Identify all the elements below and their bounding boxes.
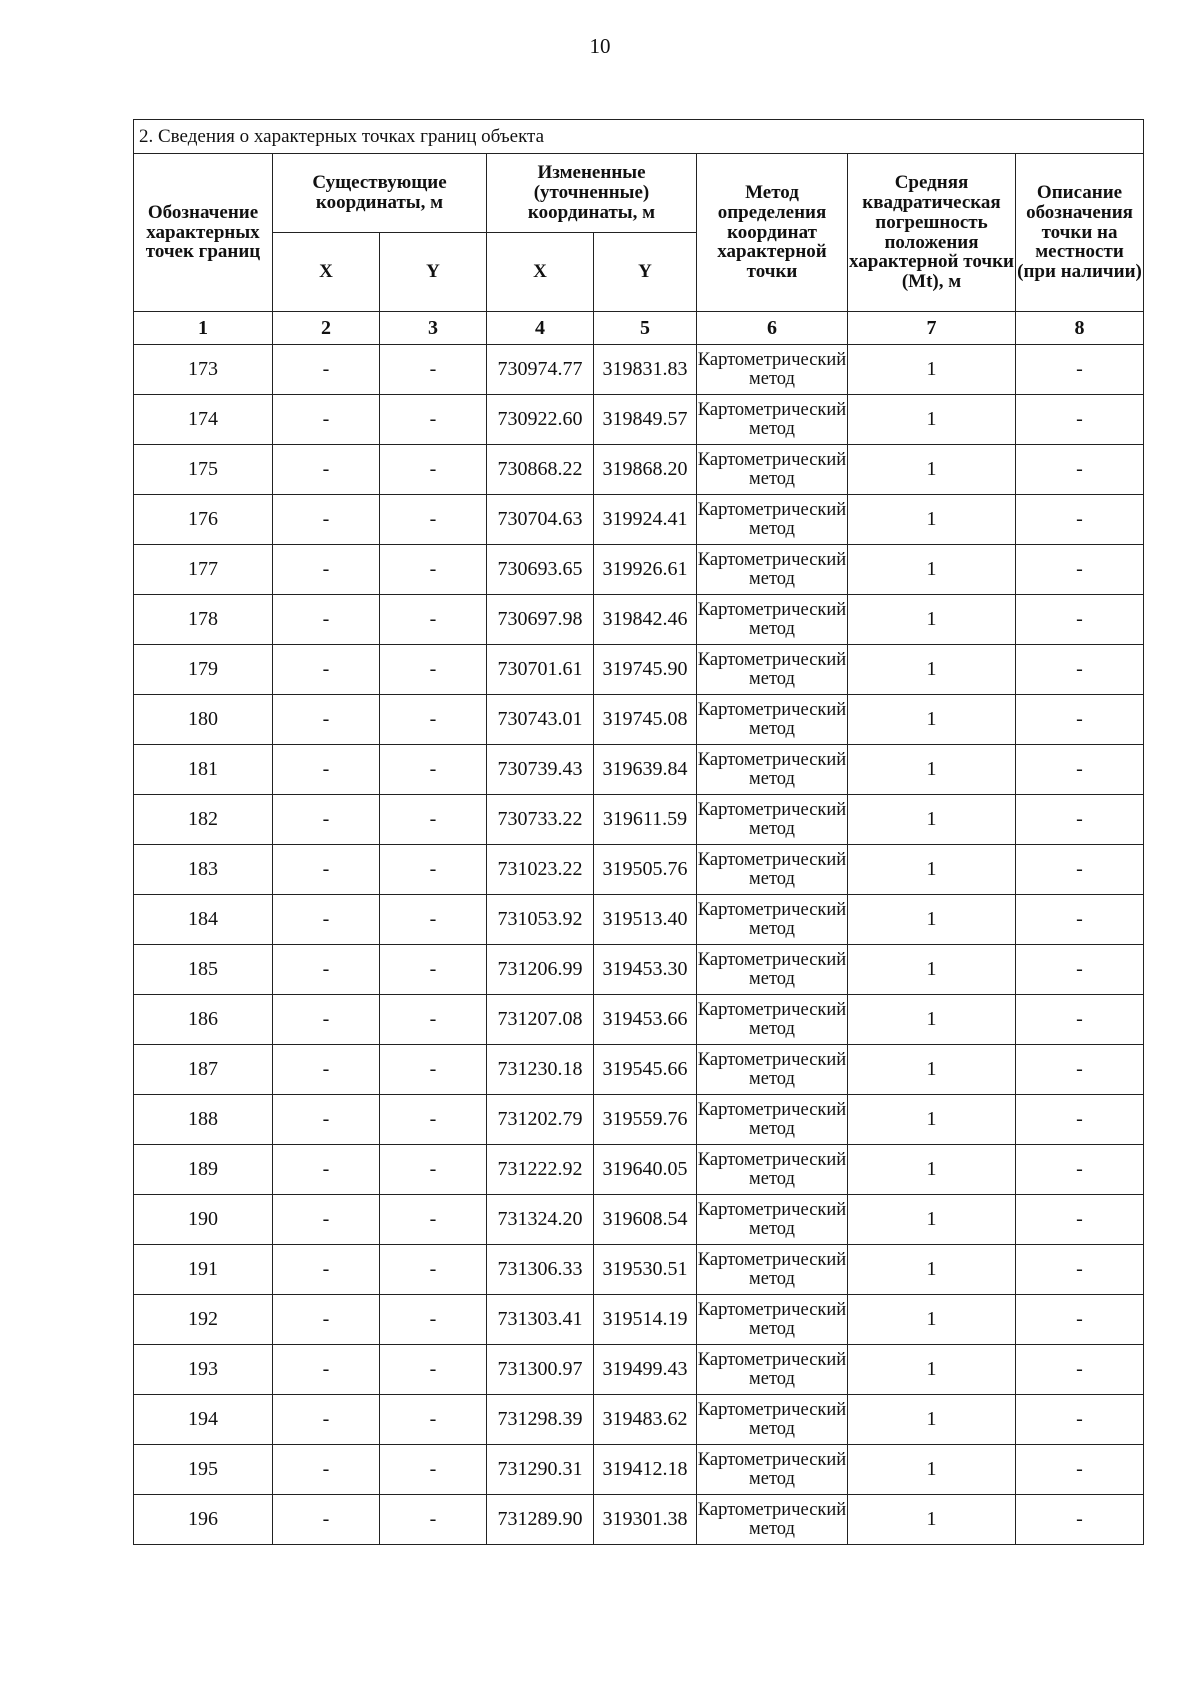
header-changed-y: Y (594, 233, 697, 312)
cell-changed-x: 730974.77 (487, 345, 594, 395)
table-row (134, 1495, 1144, 1545)
cell-existing-y: - (380, 595, 487, 645)
cell-changed-y: 319453.30 (594, 945, 697, 995)
cell-point: 189 (134, 1145, 273, 1195)
cell-point: 178 (134, 595, 273, 645)
table-row (134, 1195, 1144, 1245)
cell-method: Картометрический метод (697, 1445, 848, 1495)
page-number: 10 (589, 34, 611, 58)
cell-error: 1 (848, 995, 1016, 1045)
boundary-points-table (133, 119, 1144, 1545)
table-row (134, 345, 1144, 395)
cell-changed-y: 319514.19 (594, 1295, 697, 1345)
table-row (134, 1295, 1144, 1345)
cell-changed-x: 731206.99 (487, 945, 594, 995)
cell-changed-x: 730697.98 (487, 595, 594, 645)
table-row (134, 1395, 1144, 1445)
cell-method: Картометрический метод (697, 1095, 848, 1145)
cell-existing-x: - (273, 1095, 380, 1145)
cell-changed-y: 319611.59 (594, 795, 697, 845)
cell-description: - (1016, 895, 1144, 945)
column-number: 6 (697, 312, 848, 345)
cell-existing-x: - (273, 495, 380, 545)
cell-existing-y: - (380, 795, 487, 845)
cell-description: - (1016, 1245, 1144, 1295)
cell-error: 1 (848, 1345, 1016, 1395)
cell-changed-y: 319640.05 (594, 1145, 697, 1195)
header-existing-x: X (273, 233, 380, 312)
cell-changed-y: 319849.57 (594, 395, 697, 445)
cell-existing-x: - (273, 1145, 380, 1195)
cell-description: - (1016, 445, 1144, 495)
column-number: 8 (1016, 312, 1144, 345)
cell-error: 1 (848, 1495, 1016, 1545)
cell-method: Картометрический метод (697, 345, 848, 395)
cell-changed-y: 319530.51 (594, 1245, 697, 1295)
cell-changed-x: 731290.31 (487, 1445, 594, 1495)
table-row (134, 1245, 1144, 1295)
table-row (134, 795, 1144, 845)
cell-method: Картометрический метод (697, 1045, 848, 1095)
cell-description: - (1016, 645, 1144, 695)
table-row (134, 495, 1144, 545)
table-row (134, 695, 1144, 745)
cell-existing-x: - (273, 1345, 380, 1395)
cell-changed-x: 731324.20 (487, 1195, 594, 1245)
cell-changed-y: 319505.76 (594, 845, 697, 895)
cell-existing-y: - (380, 1145, 487, 1195)
cell-existing-y: - (380, 1045, 487, 1095)
cell-description: - (1016, 1145, 1144, 1195)
cell-existing-x: - (273, 795, 380, 845)
table-row (134, 1045, 1144, 1095)
table-row (134, 845, 1144, 895)
cell-method: Картометрический метод (697, 395, 848, 445)
cell-existing-y: - (380, 445, 487, 495)
cell-changed-x: 731300.97 (487, 1345, 594, 1395)
header-changed-coordinates: Измененные (уточненные) координаты, м (487, 154, 697, 233)
cell-changed-y: 319831.83 (594, 345, 697, 395)
table-row (134, 595, 1144, 645)
cell-existing-y: - (380, 1245, 487, 1295)
table-row (134, 945, 1144, 995)
cell-method: Картометрический метод (697, 1395, 848, 1445)
cell-existing-x: - (273, 1045, 380, 1095)
cell-description: - (1016, 1295, 1144, 1345)
cell-changed-x: 731303.41 (487, 1295, 594, 1345)
cell-description: - (1016, 545, 1144, 595)
cell-error: 1 (848, 745, 1016, 795)
cell-point: 181 (134, 745, 273, 795)
cell-description: - (1016, 395, 1144, 445)
cell-existing-x: - (273, 745, 380, 795)
cell-point: 183 (134, 845, 273, 895)
cell-existing-y: - (380, 1445, 487, 1495)
table-row (134, 445, 1144, 495)
header-changed-x: X (487, 233, 594, 312)
cell-point: 192 (134, 1295, 273, 1345)
cell-error: 1 (848, 1295, 1016, 1345)
cell-existing-x: - (273, 345, 380, 395)
cell-changed-y: 319513.40 (594, 895, 697, 945)
cell-existing-y: - (380, 1495, 487, 1545)
cell-changed-x: 731298.39 (487, 1395, 594, 1445)
cell-changed-x: 730739.43 (487, 745, 594, 795)
cell-method: Картометрический метод (697, 1495, 848, 1545)
cell-point: 173 (134, 345, 273, 395)
cell-method: Картометрический метод (697, 745, 848, 795)
cell-method: Картометрический метод (697, 1345, 848, 1395)
table-row (134, 645, 1144, 695)
cell-changed-y: 319412.18 (594, 1445, 697, 1495)
column-number: 2 (273, 312, 380, 345)
cell-existing-x: - (273, 895, 380, 945)
table-row (134, 1095, 1144, 1145)
cell-method: Картометрический метод (697, 445, 848, 495)
cell-changed-y: 319301.38 (594, 1495, 697, 1545)
table-row (134, 545, 1144, 595)
cell-existing-y: - (380, 545, 487, 595)
cell-existing-y: - (380, 1095, 487, 1145)
cell-existing-y: - (380, 1345, 487, 1395)
cell-description: - (1016, 1395, 1144, 1445)
cell-existing-x: - (273, 645, 380, 695)
table-row (134, 1345, 1144, 1395)
cell-error: 1 (848, 1145, 1016, 1195)
cell-existing-x: - (273, 845, 380, 895)
cell-description: - (1016, 1495, 1144, 1545)
cell-error: 1 (848, 1095, 1016, 1145)
cell-existing-x: - (273, 545, 380, 595)
column-number: 4 (487, 312, 594, 345)
cell-point: 176 (134, 495, 273, 545)
cell-changed-x: 730701.61 (487, 645, 594, 695)
column-number: 1 (134, 312, 273, 345)
cell-method: Картометрический метод (697, 495, 848, 545)
cell-method: Картометрический метод (697, 1195, 848, 1245)
cell-error: 1 (848, 1395, 1016, 1445)
column-number: 7 (848, 312, 1016, 345)
cell-existing-x: - (273, 1295, 380, 1345)
cell-error: 1 (848, 445, 1016, 495)
cell-error: 1 (848, 545, 1016, 595)
cell-description: - (1016, 345, 1144, 395)
cell-existing-y: - (380, 995, 487, 1045)
table-row (134, 1445, 1144, 1495)
cell-existing-x: - (273, 1495, 380, 1545)
cell-error: 1 (848, 895, 1016, 945)
table-row (134, 895, 1144, 945)
cell-changed-y: 319745.08 (594, 695, 697, 745)
column-number: 5 (594, 312, 697, 345)
cell-description: - (1016, 595, 1144, 645)
cell-error: 1 (848, 795, 1016, 845)
cell-point: 179 (134, 645, 273, 695)
cell-changed-x: 731207.08 (487, 995, 594, 1045)
cell-changed-y: 319745.90 (594, 645, 697, 695)
cell-description: - (1016, 495, 1144, 545)
cell-existing-y: - (380, 1395, 487, 1445)
cell-description: - (1016, 1095, 1144, 1145)
cell-changed-x: 730922.60 (487, 395, 594, 445)
cell-existing-x: - (273, 395, 380, 445)
cell-existing-x: - (273, 945, 380, 995)
cell-point: 195 (134, 1445, 273, 1495)
cell-method: Картометрический метод (697, 995, 848, 1045)
cell-point: 182 (134, 795, 273, 845)
cell-existing-y: - (380, 945, 487, 995)
cell-method: Картометрический метод (697, 895, 848, 945)
cell-point: 184 (134, 895, 273, 945)
cell-method: Картометрический метод (697, 595, 848, 645)
column-number: 3 (380, 312, 487, 345)
header-description: Описание обозначения точки на местности (при наличии) (1016, 154, 1144, 312)
cell-method: Картометрический метод (697, 1145, 848, 1195)
header-designation: Обозначение характерных точек границ (134, 154, 273, 312)
header-method: Метод определения координат характерной точки (697, 154, 848, 312)
cell-existing-x: - (273, 445, 380, 495)
cell-changed-x: 731289.90 (487, 1495, 594, 1545)
cell-changed-x: 730693.65 (487, 545, 594, 595)
cell-changed-x: 731053.92 (487, 895, 594, 945)
cell-changed-y: 319545.66 (594, 1045, 697, 1095)
cell-method: Картометрический метод (697, 1245, 848, 1295)
cell-point: 185 (134, 945, 273, 995)
cell-existing-y: - (380, 345, 487, 395)
cell-changed-x: 731306.33 (487, 1245, 594, 1295)
cell-changed-x: 731230.18 (487, 1045, 594, 1095)
cell-changed-y: 319608.54 (594, 1195, 697, 1245)
cell-description: - (1016, 1445, 1144, 1495)
cell-changed-x: 731222.92 (487, 1145, 594, 1195)
cell-description: - (1016, 1195, 1144, 1245)
cell-error: 1 (848, 345, 1016, 395)
cell-point: 177 (134, 545, 273, 595)
cell-existing-y: - (380, 695, 487, 745)
cell-description: - (1016, 845, 1144, 895)
cell-point: 174 (134, 395, 273, 445)
cell-changed-y: 319639.84 (594, 745, 697, 795)
cell-error: 1 (848, 645, 1016, 695)
cell-existing-y: - (380, 645, 487, 695)
cell-existing-x: - (273, 1395, 380, 1445)
cell-existing-x: - (273, 1445, 380, 1495)
section-title: 2. Сведения о характерных точках границ объекта (134, 120, 1144, 154)
cell-changed-x: 730704.63 (487, 495, 594, 545)
cell-point: 190 (134, 1195, 273, 1245)
cell-description: - (1016, 1345, 1144, 1395)
cell-description: - (1016, 745, 1144, 795)
cell-method: Картометрический метод (697, 945, 848, 995)
cell-error: 1 (848, 695, 1016, 745)
cell-existing-x: - (273, 1195, 380, 1245)
cell-changed-x: 730733.22 (487, 795, 594, 845)
cell-existing-y: - (380, 845, 487, 895)
cell-existing-y: - (380, 895, 487, 945)
cell-changed-y: 319483.62 (594, 1395, 697, 1445)
cell-error: 1 (848, 1195, 1016, 1245)
cell-method: Картометрический метод (697, 795, 848, 845)
cell-existing-x: - (273, 995, 380, 1045)
cell-error: 1 (848, 595, 1016, 645)
cell-error: 1 (848, 1045, 1016, 1095)
cell-point: 194 (134, 1395, 273, 1445)
cell-point: 191 (134, 1245, 273, 1295)
cell-existing-y: - (380, 495, 487, 545)
column-number-row (134, 312, 1144, 345)
cell-description: - (1016, 1045, 1144, 1095)
cell-existing-y: - (380, 1295, 487, 1345)
cell-error: 1 (848, 395, 1016, 445)
cell-changed-x: 730743.01 (487, 695, 594, 745)
cell-error: 1 (848, 845, 1016, 895)
cell-method: Картометрический метод (697, 695, 848, 745)
cell-error: 1 (848, 1445, 1016, 1495)
cell-existing-x: - (273, 695, 380, 745)
cell-existing-x: - (273, 1245, 380, 1295)
cell-existing-y: - (380, 745, 487, 795)
table-body (134, 345, 1144, 1545)
cell-method: Картометрический метод (697, 645, 848, 695)
cell-existing-y: - (380, 1195, 487, 1245)
cell-point: 188 (134, 1095, 273, 1145)
cell-changed-y: 319868.20 (594, 445, 697, 495)
header-existing-coordinates: Существующие координаты, м (273, 154, 487, 233)
table-row (134, 745, 1144, 795)
cell-point: 193 (134, 1345, 273, 1395)
cell-point: 196 (134, 1495, 273, 1545)
cell-description: - (1016, 795, 1144, 845)
cell-description: - (1016, 995, 1144, 1045)
header-existing-y: Y (380, 233, 487, 312)
cell-changed-y: 319453.66 (594, 995, 697, 1045)
cell-existing-y: - (380, 395, 487, 445)
cell-changed-y: 319926.61 (594, 545, 697, 595)
cell-point: 180 (134, 695, 273, 745)
cell-method: Картометрический метод (697, 1295, 848, 1345)
cell-point: 186 (134, 995, 273, 1045)
cell-existing-x: - (273, 595, 380, 645)
cell-point: 175 (134, 445, 273, 495)
table-row (134, 395, 1144, 445)
table-row (134, 1145, 1144, 1195)
cell-error: 1 (848, 945, 1016, 995)
cell-method: Картометрический метод (697, 545, 848, 595)
cell-changed-y: 319842.46 (594, 595, 697, 645)
cell-changed-y: 319499.43 (594, 1345, 697, 1395)
cell-method: Картометрический метод (697, 845, 848, 895)
cell-changed-x: 731202.79 (487, 1095, 594, 1145)
table-row (134, 995, 1144, 1045)
cell-changed-y: 319559.76 (594, 1095, 697, 1145)
cell-changed-y: 319924.41 (594, 495, 697, 545)
cell-description: - (1016, 945, 1144, 995)
cell-point: 187 (134, 1045, 273, 1095)
cell-changed-x: 730868.22 (487, 445, 594, 495)
cell-error: 1 (848, 1245, 1016, 1295)
cell-description: - (1016, 695, 1144, 745)
header-error: Средняя квадратическая погрешность положения характерной точки (Mt), м (848, 154, 1016, 312)
cell-changed-x: 731023.22 (487, 845, 594, 895)
cell-error: 1 (848, 495, 1016, 545)
